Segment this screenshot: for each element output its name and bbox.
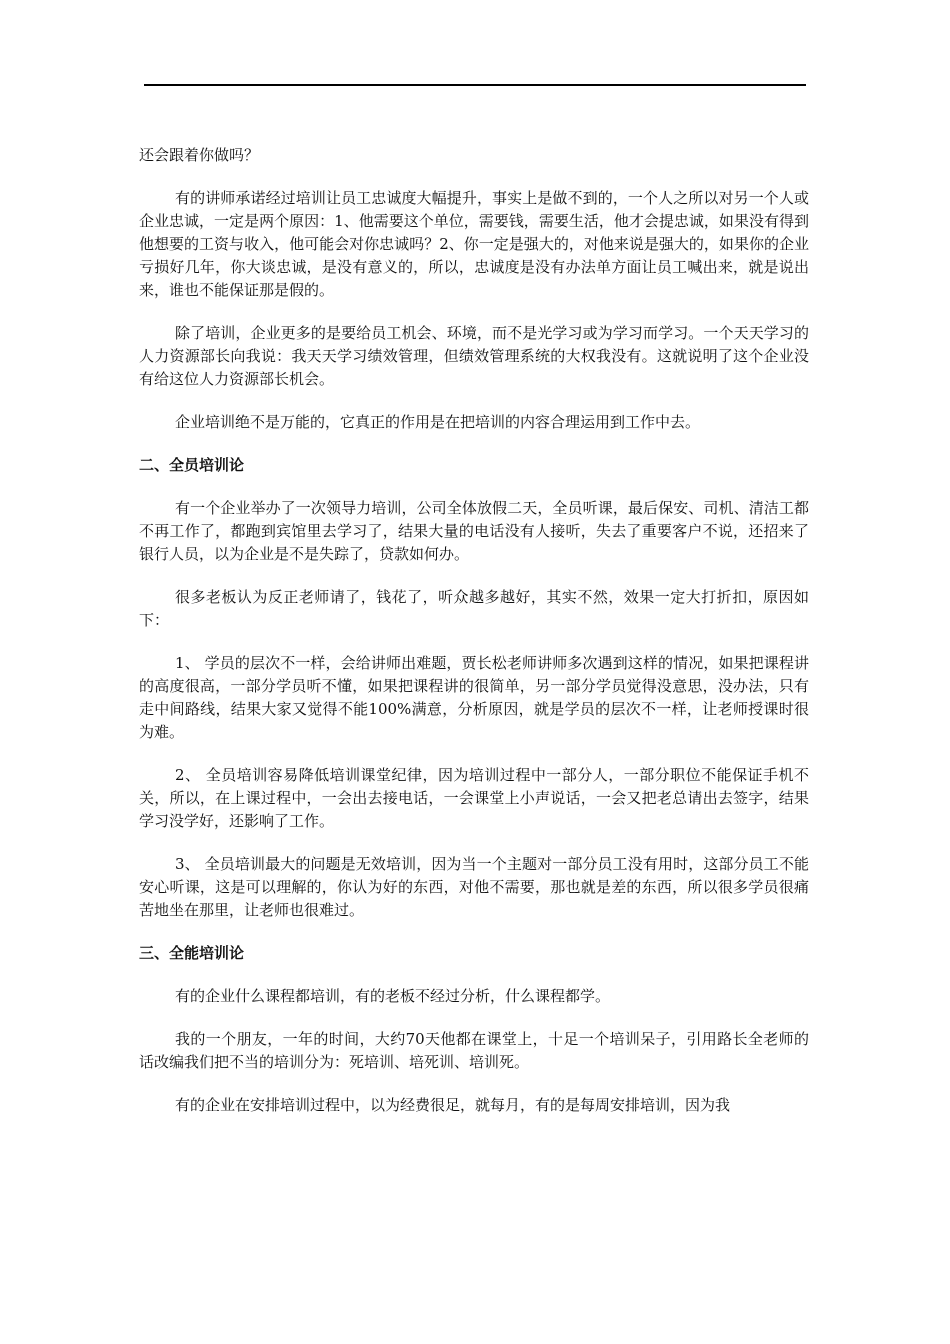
list-item-reason-1: 1、 学员的层次不一样，会给讲师出难题，贾长松老师讲师多次遇到这样的情况，如果把课程讲的高度很高，一部分学员听不懂，如果把课程讲的很简单，另一部分学员觉得没意思，没办法，只有走中间路线，结果大家又觉得不能100%满意，分析原因，就是学员的层次不一样，让老师授课时很为难。 xyxy=(139,654,809,741)
list-item-reason-3: 3、 全员培训最大的问题是无效培训，因为当一个主题对一部分员工没有用时，这部分员工不能安心听课，这是可以理解的，你认为好的东西，对他不需要，那也就是差的东西，所以很多学员很痛苦地坐在那里，让老师也很难过。 xyxy=(139,855,809,919)
document-body xyxy=(139,144,809,1117)
paragraph-leadership-example: 有一个企业举办了一次领导力培训，公司全体放假二天，全员听课，最后保安、司机、清洁工都不再工作了，都跑到宾馆里去学习了，结果大量的电话没有人接听，失去了重要客户不说，还招来了银行人员，以为企业是不是失踪了，贷款如何办。 xyxy=(139,499,809,563)
paragraph-loyalty: 有的讲师承诺经过培训让员工忠诚度大幅提升，事实上是做不到的，一个人之所以对另一个人或企业忠诚，一定是两个原因：1、他需要这个单位，需要钱，需要生活，他才会提忠诚，如果没有得到他想要的工资与收入，他可能会对你忠诚吗？2、你一定是强大的，对他来说是强大的，如果你的企业亏损好几年，你大谈忠诚，是没有意义的，所以，忠诚度是没有办法单方面让员工喊出来，就是说出来，谁也不能保证那是假的。 xyxy=(139,189,809,299)
list-item-reason-2: 2、 全员培训容易降低培训课堂纪律，因为培训过程中一部分人，一部分职位不能保证手机不关，所以，在上课过程中，一会出去接电话，一会课堂上小声说话，一会又把老总请出去签字，结果学习没学好，还影响了工作。 xyxy=(139,766,809,830)
paragraph-continuation: 还会跟着你做吗？ xyxy=(139,146,260,164)
paragraph-friend-example: 我的一个朋友，一年的时间，大约70天他都在课堂上，十足一个培训呆子，引用路长全老师的话改编我们把不当的培训分为：死培训、培死训、培训死。 xyxy=(139,1030,809,1071)
paragraph-all-courses: 有的企业什么课程都培训，有的老板不经过分析，什么课程都学。 xyxy=(175,987,611,1005)
section-heading-all-courses: 三、全能培训论 xyxy=(139,944,245,962)
paragraph-not-universal: 企业培训绝不是万能的，它真正的作用是在把培训的内容合理运用到工作中去。 xyxy=(175,413,701,431)
paragraph-more-audience: 很多老板认为反正老师请了，钱花了，听众越多越好，其实不然，效果一定大打折扣，原因如下： xyxy=(139,588,809,629)
paragraph-frequent-training: 有的企业在安排培训过程中，以为经费很足，就每月，有的是每周安排培训，因为我 xyxy=(175,1096,731,1114)
section-heading-all-staff: 二、全员培训论 xyxy=(139,456,245,474)
header-rule xyxy=(144,84,806,86)
paragraph-opportunity: 除了培训，企业更多的是要给员工机会、环境，而不是光学习或为学习而学习。一个天天学习的人力资源部长向我说：我天天学习绩效管理，但绩效管理系统的大权我没有。这就说明了这个企业没有给这位人力资源部长机会。 xyxy=(139,324,809,388)
